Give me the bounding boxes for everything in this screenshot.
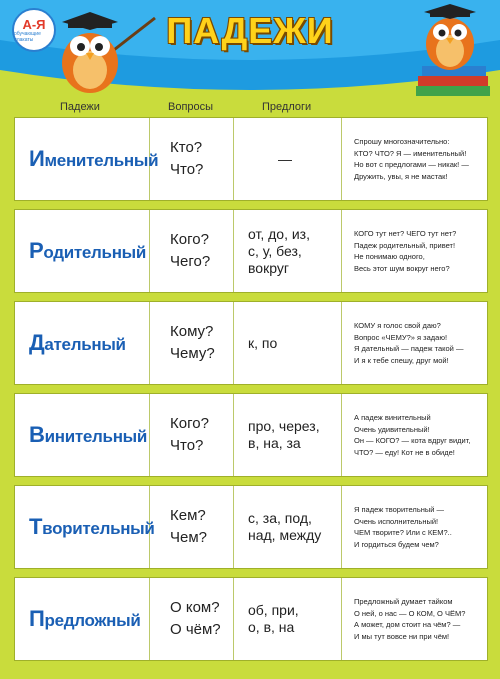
column-headers (0, 101, 500, 117)
case-name: Винительный (29, 422, 148, 447)
case-name: Творительный (29, 514, 155, 539)
case-prepositions: об, при, о, в, на (248, 602, 299, 635)
owl-right-icon (408, 4, 498, 100)
case-prepositions: от, до, из, с, у, без, вокруг (248, 225, 310, 276)
case-name: Предложный (29, 606, 141, 631)
case-questions: Кого? Что? (170, 415, 209, 454)
case-prepositions: к, по (248, 334, 278, 351)
case-name: Именительный (29, 146, 159, 171)
case-poem: Я падеж творительный — Очень исполнительный! ЧЕМ творите? Или с КЕМ?.. И гордиться будем чем? (354, 505, 452, 549)
owl-left-icon (50, 8, 160, 104)
case-questions: Кем? Чем? (170, 507, 207, 546)
case-questions: Кому? Чему? (170, 323, 215, 362)
case-poem: КОГО тут нет? ЧЕГО тут нет? Падеж родительный, привет! Не понимаю одного, Весь этот шум вокруг него? (354, 229, 457, 273)
case-poem: КОМУ я голос свой даю? Вопрос «ЧЕМУ?» я задаю! Я дательный — падеж такой — И я к тебе спешу, друг мой! (354, 321, 464, 365)
header (0, 0, 500, 96)
case-poem: Предложный думает тайком О ней, о нас — О КОМ, О ЧЁМ? А может, дом стоит на чём? — И мы тут вовсе ни при чём! (354, 597, 466, 641)
case-poem: Спрошу многозначительно: КТО? ЧТО? Я — именительный! Но вот с предлогами — никак! — Дружить, увы, я не мастак! (354, 137, 469, 181)
column-header-cases: Падежи (60, 101, 100, 113)
table-row (14, 301, 488, 385)
case-questions: О ком? О чём? (170, 599, 221, 638)
table-row (14, 393, 488, 477)
logo-subtitle: обучающие плакаты (14, 30, 41, 43)
column-header-prepositions: Предлоги (262, 101, 312, 113)
case-poem: А падеж винительный Очень удивительный! Он — КОГО? — кота вдруг видит, ЧТО? — еду! Кот не в обиде! (354, 413, 471, 457)
table-row (14, 485, 488, 569)
table-row (14, 209, 488, 293)
table-row (14, 577, 488, 661)
case-name: Дательный (29, 330, 126, 355)
case-prepositions: с, за, под, над, между (248, 510, 322, 543)
column-header-questions: Вопросы (168, 101, 214, 113)
case-questions: Кто? Что? (170, 139, 204, 178)
case-prepositions: — (278, 150, 292, 167)
case-name: Родительный (29, 238, 147, 263)
page-title: ПАДЕЖИ (166, 10, 334, 51)
logo-text: А-Я (22, 16, 46, 32)
table-row (14, 117, 488, 201)
case-questions: Кого? Чего? (170, 231, 211, 270)
case-prepositions: про, через, в, на, за (248, 418, 320, 451)
